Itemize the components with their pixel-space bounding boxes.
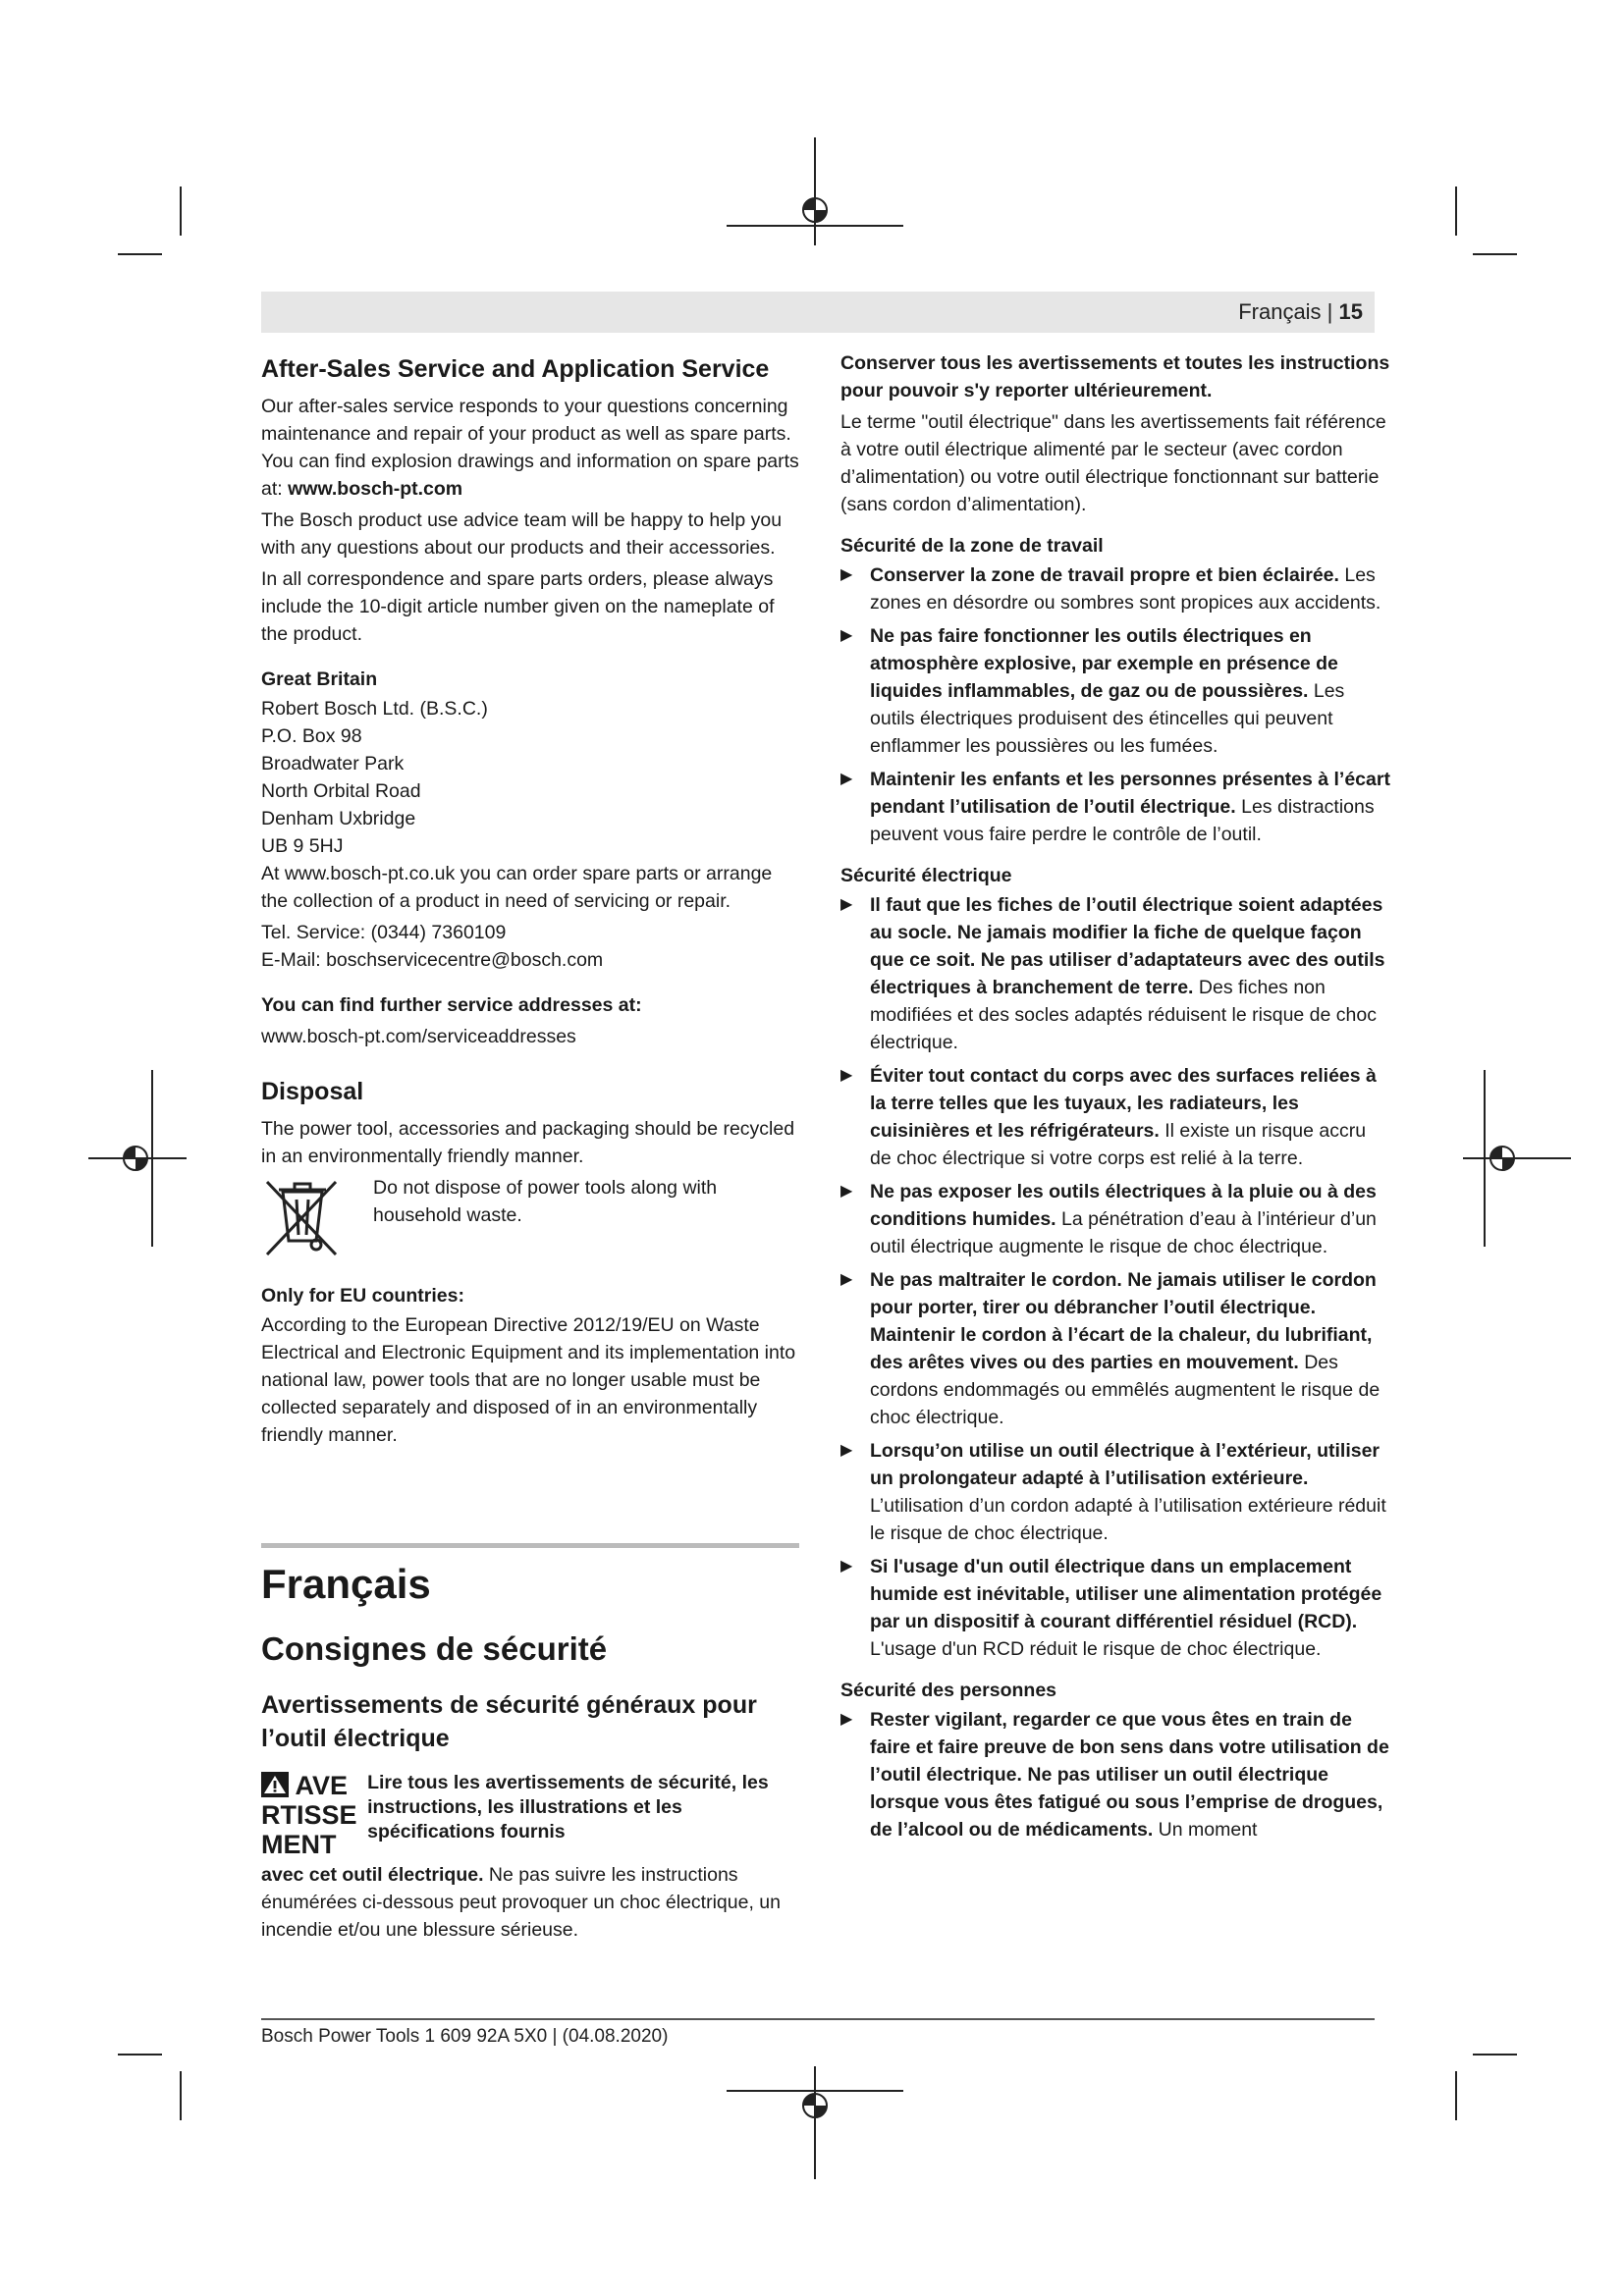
registration-target-icon [88, 1070, 187, 1247]
french-title: Français [261, 1561, 431, 1607]
list-item: ▶ Ne pas maltraiter le cordon. Ne jamais utiliser le cordon pour porter, tirer ou débrancher l’outil électrique. Maintenir le cordon à l’écart de la chaleur, du lubrifiant, des arêtes vives ou des parties en mouvement. Des cordons endommagés ou emmêlés augmentent le risque de choc électrique. [840, 1266, 1390, 1431]
page-header [261, 292, 1375, 333]
crossed-bin-icon [261, 1174, 342, 1258]
warning-label-text: AVERTISSEMENT [261, 1771, 357, 1859]
address-line: Denham Uxbridge [261, 808, 416, 829]
crop-mark [1455, 187, 1457, 236]
disposal-text: The power tool, accessories and packaging should be recycled in an environmentally friendly manner. [261, 1118, 795, 1167]
list-item: ▶ Éviter tout contact du corps avec des surfaces reliées à la terre telles que les tuyaux, les radiateurs, les cuisinières et les réfrigérateurs. Il existe un risque accru de choc électrique si votre corps est relié à la terre. [840, 1062, 1390, 1172]
gb-address [261, 695, 799, 860]
crop-mark [1473, 2054, 1517, 2056]
bullet-arrow-icon: ▶ [840, 771, 853, 787]
bullet-arrow-icon: ▶ [840, 1271, 853, 1288]
gb-email: E-Mail: boschservicecentre@bosch.com [261, 949, 604, 971]
french-section [261, 1559, 799, 1948]
crop-mark [1473, 253, 1517, 255]
address-line: Broadwater Park [261, 753, 405, 774]
bullet-arrow-icon: ▶ [840, 1711, 853, 1728]
safety-title: Consignes de sécurité [261, 1630, 608, 1667]
address-line: UB 9 5HJ [261, 835, 344, 857]
service-heading: After-Sales Service and Application Service [261, 355, 770, 383]
address-line: North Orbital Road [261, 780, 421, 802]
service-paragraph: In all correspondence and spare parts orders, please always include the 10-digit article number given on the nameplate of the product. [261, 568, 775, 645]
bullet-arrow-icon: ▶ [840, 627, 853, 644]
bullet-arrow-icon: ▶ [840, 1442, 853, 1459]
service-paragraph: The Bosch product use advice team will be happy to help you with any questions about our products and their accessories. [261, 509, 783, 559]
crop-mark [180, 187, 182, 236]
warning-triangle-icon [261, 1772, 289, 1797]
bullet-arrow-icon: ▶ [840, 1183, 853, 1200]
section-divider [261, 1543, 799, 1548]
warning-continuation: avec cet outil électrique. Ne pas suivre les instructions énumérées ci-dessous peut provoquer un choc électrique, un incendie et/ou une blessure sérieuse. [261, 1864, 781, 1941]
warning-block [261, 1771, 799, 1859]
eu-heading: Only for EU countries: [261, 1285, 464, 1307]
crop-mark [180, 2071, 182, 2120]
header-section: Français [1238, 299, 1322, 324]
list-item: ▶ Rester vigilant, regarder ce que vous êtes en train de faire et faire preuve de bon sens dans votre utilisation de l’outil électrique. Ne pas utiliser un outil électrique lorsque vous êtes fatigué ou sous l’emprise de drogues, de l’alcool ou de médicaments. Un moment [840, 1706, 1390, 1843]
bullet-arrow-icon: ▶ [840, 1558, 853, 1575]
bullet-arrow-icon: ▶ [840, 1067, 853, 1084]
address-line: P.O. Box 98 [261, 725, 362, 747]
list-item: ▶ Maintenir les enfants et les personnes présentes à l’écart pendant l’utilisation de l’outil électrique. Les distractions peuvent vous faire perdre le contrôle de l’outil. [840, 766, 1390, 848]
address-line: Robert Bosch Ltd. (B.S.C.) [261, 698, 488, 720]
work-area-heading: Sécurité de la zone de travail [840, 535, 1104, 557]
crop-mark [118, 2054, 162, 2056]
disposal-bin-text: Do not dispose of power tools along with household waste. [373, 1177, 718, 1226]
list-item: ▶ Il faut que les fiches de l’outil électrique soient adaptées au socle. Ne jamais modifier la fiche de quelque façon que ce soit. Ne pas utiliser d’adaptateurs avec des outils électriques à branchement de terre. Des fiches non modifiées et des socles adaptés réduisent le risque de choc électrique. [840, 891, 1390, 1056]
warning-text: Lire tous les avertissements de sécurité, les instructions, les illustrations et les spécifications fournis [367, 1772, 769, 1842]
gb-text: At www.bosch-pt.co.uk you can order spare parts or arrange the collection of a product in need of servicing or repair. [261, 863, 773, 912]
right-column [840, 349, 1390, 1849]
list-item: ▶ Ne pas faire fonctionner les outils électriques en atmosphère explosive, par exemple en présence de liquides inflammables, de gaz ou de poussières. Les outils électriques produisent des étincelles qui peuvent enflammer les poussières ou les fumées. [840, 622, 1390, 760]
gb-tel: Tel. Service: (0344) 7360109 [261, 922, 507, 943]
page-footer: Bosch Power Tools 1 609 92A 5X0 | (04.08.2020) [261, 2026, 669, 2047]
personal-heading: Sécurité des personnes [840, 1680, 1057, 1701]
gb-heading: Great Britain [261, 668, 378, 690]
list-item: ▶ Ne pas exposer les outils électriques à la pluie ou à des conditions humides. La pénétration d’eau à l’intérieur d’un outil électrique augmente le risque de choc électrique. [840, 1178, 1390, 1260]
list-item: ▶ Conserver la zone de travail propre et bien éclairée. Les zones en désordre ou sombres sont propices aux accidents. [840, 561, 1390, 616]
left-column [261, 353, 799, 1453]
service-paragraph: Our after-sales service responds to your questions concerning maintenance and repair of your product as well as spare parts. You can find explosion drawings and information on spare parts at: www.bosch-pt.com [261, 396, 799, 500]
footer-rule [261, 2018, 1375, 2020]
crop-mark [1455, 2071, 1457, 2120]
registration-target-icon [727, 2061, 903, 2179]
registration-target-icon [727, 137, 903, 255]
header-text: Français | 15 [1238, 299, 1363, 324]
list-item: ▶ Lorsqu’on utilise un outil électrique à l’extérieur, utiliser un prolongateur adapté à l’utilisation extérieure. L’utilisation d’un cordon adapté à l’utilisation extérieure réduit le risque de choc électrique. [840, 1437, 1390, 1547]
keep-instructions-bold: Conserver tous les avertissements et toutes les instructions pour pouvoir s'y reporter ultérieurement. [840, 352, 1390, 401]
service-link[interactable]: www.bosch-pt.com [288, 478, 463, 500]
bullet-arrow-icon: ▶ [840, 566, 853, 583]
eu-text: According to the European Directive 2012/19/EU on Waste Electrical and Electronic Equipment and its implementation into national law, power tools that are no longer usable must be collected separately and disposed of in an environmentally friendly manner. [261, 1314, 796, 1446]
bullet-arrow-icon: ▶ [840, 896, 853, 913]
electrical-heading: Sécurité électrique [840, 865, 1012, 886]
crop-mark [118, 253, 162, 255]
page-number: 15 [1338, 299, 1363, 324]
list-item: ▶ Si l'usage d'un outil électrique dans un emplacement humide est inévitable, utiliser une alimentation protégée par un dispositif à courant différentiel résiduel (RCD). L'usage d'un RCD réduit le risque de choc électrique. [840, 1553, 1390, 1663]
further-url[interactable]: www.bosch-pt.com/serviceaddresses [261, 1026, 576, 1047]
general-warnings-title: Avertissements de sécurité généraux pour l’outil électrique [261, 1691, 757, 1752]
keep-instructions-text: Le terme "outil électrique" dans les avertissements fait référence à votre outil électrique alimenté par le secteur (avec cordon d’alimentation) ou votre outil électrique fonctionnant sur batterie (sans cordon d’alimentation). [840, 411, 1386, 515]
disposal-heading: Disposal [261, 1078, 364, 1105]
further-heading: You can find further service addresses at: [261, 994, 642, 1016]
warning-label [261, 1771, 357, 1859]
registration-target-icon [1463, 1070, 1571, 1247]
